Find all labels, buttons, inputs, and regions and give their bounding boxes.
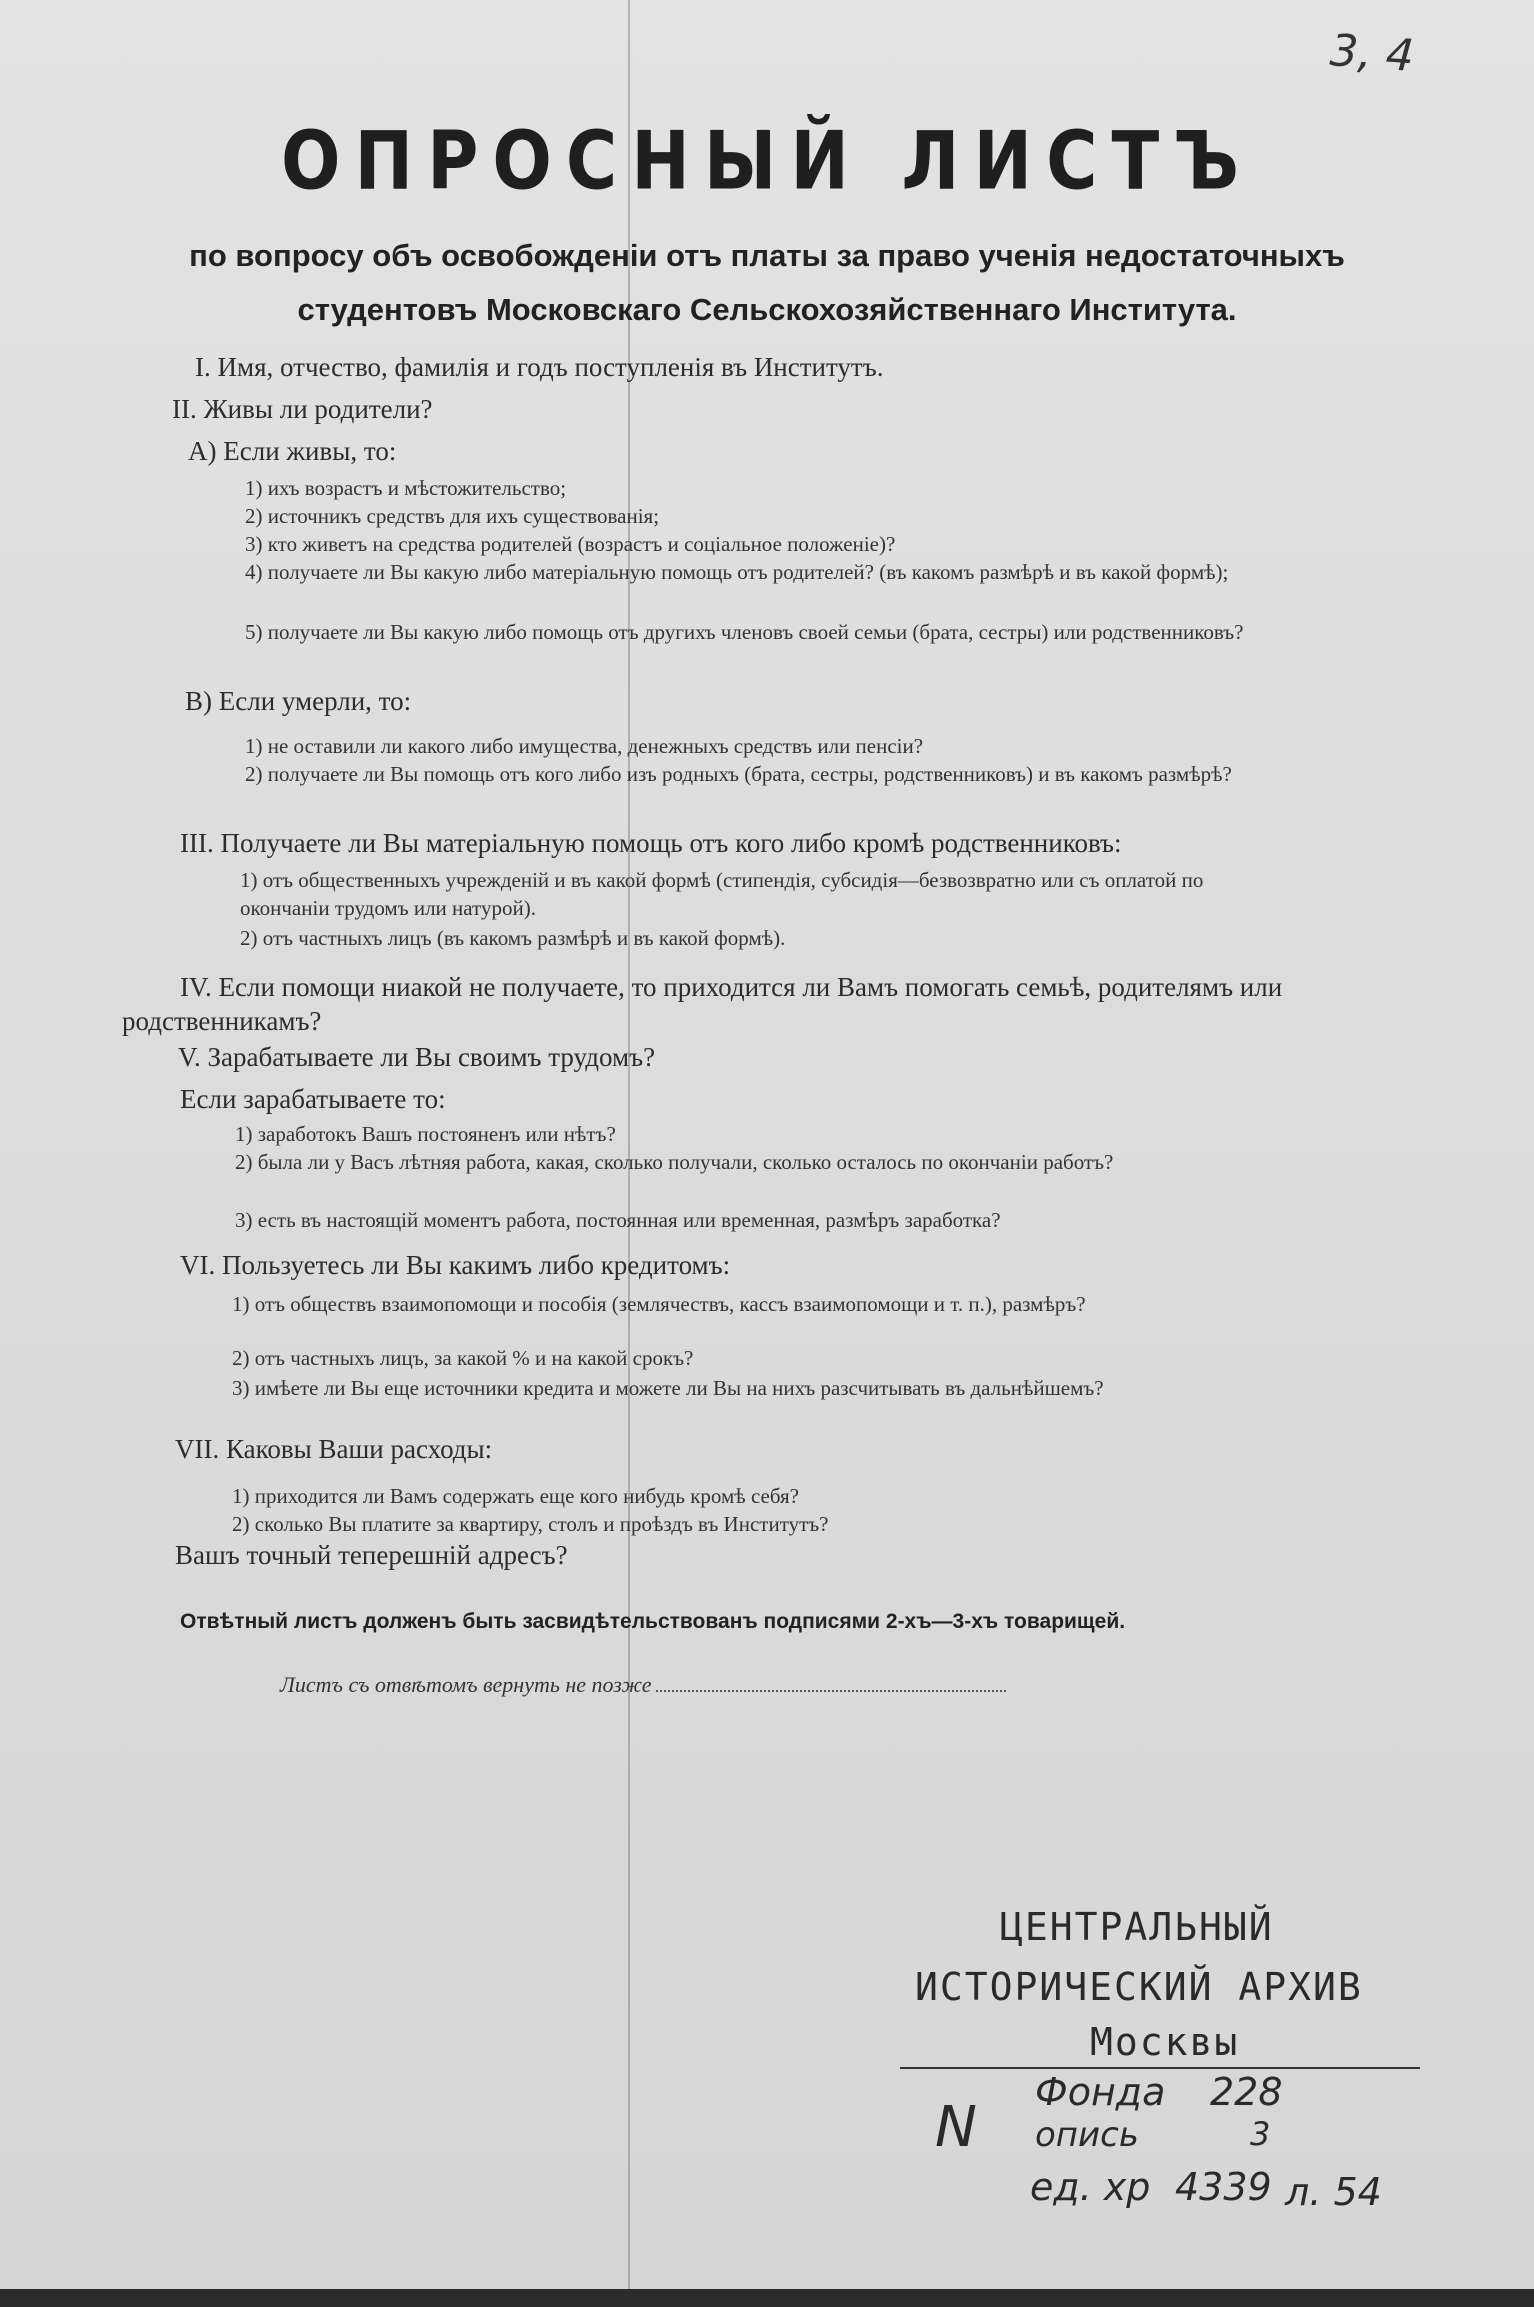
question-2b-item-2: 2) получаете ли Вы помощь отъ кого либо изъ родныхъ (брата, сестры, родственниковъ) и въ какомъ размѣрѣ? — [245, 762, 1232, 786]
fond-label: Фонда — [1035, 2070, 1166, 2114]
stamp-divider — [900, 2067, 1420, 2069]
question-2b: В) Если умерли, то: — [185, 686, 412, 716]
question-2a-item-4: 4) получаете ли Вы какую либо матеріальную помощь отъ родителей? (въ какомъ размѣрѣ и въ какой формѣ); — [245, 560, 1229, 584]
subtitle-line-1: по вопросу объ освобожденіи отъ платы за право ученія недостаточныхъ — [189, 238, 1345, 273]
question-2a: А) Если живы, то: — [188, 436, 397, 466]
return-deadline-line — [280, 1672, 1006, 1698]
ed-label: ед. хр — [1030, 2165, 1151, 2209]
stamp-line-3: Москвы — [1090, 2020, 1240, 2064]
return-deadline-label: Листъ съ отвѣтомъ вернуть не позже — [280, 1672, 652, 1697]
question-2a-item-3: 3) кто живетъ на средства родителей (возрастъ и соціальное положеніе)? — [245, 532, 896, 556]
question-3-item-1: 1) отъ общественныхъ учрежденій и въ какой формѣ (стипендія, субсидія—безвозвратно или съ оплатой по окончаніи трудомъ или натурой). — [240, 868, 1204, 920]
question-3: III. Получаете ли Вы матеріальную помощь отъ кого либо кромѣ родственниковъ: — [180, 828, 1122, 858]
stamp-line-1: ЦЕНТРАЛЬНЫЙ — [1000, 1905, 1274, 1949]
question-6-item-1: 1) отъ обществъ взаимопомощи и пособія (землячествъ, кассъ взаимопомощи и т. п.), размѣръ? — [232, 1292, 1086, 1316]
page-number: 3, 4 — [1328, 25, 1416, 82]
address-question: Вашъ точный теперешній адресъ? — [175, 1540, 568, 1570]
question-6: VI. Пользуетесь ли Вы какимъ либо кредитомъ: — [180, 1250, 731, 1280]
question-5-item-2: 2) была ли у Васъ лѣтняя работа, какая, сколько получали, сколько осталось по окончаніи работъ? — [235, 1150, 1114, 1174]
question-7-item-2: 2) сколько Вы платите за квартиру, столъ и проѣздъ въ Институтъ? — [232, 1512, 829, 1536]
question-1: I. Имя, отчество, фамилія и годъ поступленія въ Институтъ. — [195, 352, 884, 382]
opis-value: 3 — [1250, 2115, 1271, 2153]
subtitle-line-2: студентовъ Московскаго Сельскохозяйственнаго Института. — [297, 292, 1237, 327]
question-7: VII. Каковы Ваши расходы: — [175, 1434, 493, 1464]
question-6-item-3: 3) имѣете ли Вы еще источники кредита и можете ли Вы на нихъ разсчитывать въ дальнѣйшемъ? — [232, 1376, 1104, 1400]
question-3-item-2: 2) отъ частныхъ лицъ (въ какомъ размѣрѣ и въ какой формѣ). — [240, 926, 786, 950]
return-deadline-blank — [656, 1672, 1006, 1692]
witness-note: Отвѣтный листъ долженъ быть засвидѣтельствованъ подписями 2-хъ—3-хъ товарищей. — [180, 1610, 1126, 1633]
question-2a-item-2: 2) источникъ средствъ для ихъ существованія; — [245, 504, 660, 528]
scan-bottom-edge — [0, 2289, 1534, 2307]
question-5-condition: Если зарабатываете то: — [180, 1084, 446, 1114]
opis-label: опись — [1035, 2115, 1139, 2155]
ed-value: 4339 — [1175, 2165, 1272, 2209]
question-2: II. Живы ли родители? — [172, 394, 433, 424]
question-7-item-1: 1) приходится ли Вамъ содержать еще кого нибудь кромѣ себя? — [232, 1484, 799, 1508]
question-2b-item-1: 1) не оставили ли какого либо имущества, денежныхъ средствъ или пенсіи? — [245, 734, 924, 758]
document-title: ОПРОСНЫЙ ЛИСТЪ — [281, 113, 1253, 209]
fond-value: 228 — [1210, 2070, 1283, 2114]
question-4: IV. Если помощи ниакой не получаете, то приходится ли Вамъ помогать семьѣ, родителямъ или родственникамъ? — [122, 972, 1283, 1036]
archive-n-mark: N — [935, 2095, 977, 2160]
question-2a-item-1: 1) ихъ возрастъ и мѣстожительство; — [245, 476, 567, 500]
stamp-line-2: ИСТОРИЧЕСКИЙ АРХИВ — [915, 1965, 1363, 2009]
question-5-item-3: 3) есть въ настоящій моментъ работа, постоянная или временная, размѣръ заработка? — [235, 1208, 1001, 1232]
question-5-item-1: 1) заработокъ Вашъ постояненъ или нѣтъ? — [235, 1122, 616, 1146]
question-6-item-2: 2) отъ частныхъ лицъ, за какой % и на какой срокъ? — [232, 1346, 694, 1370]
list-value: л. 54 — [1285, 2170, 1382, 2214]
question-2a-item-5: 5) получаете ли Вы какую либо помощь отъ другихъ членовъ своей семьи (брата, сестры) или родственниковъ? — [245, 620, 1244, 644]
question-5: V. Зарабатываете ли Вы своимъ трудомъ? — [178, 1042, 656, 1072]
